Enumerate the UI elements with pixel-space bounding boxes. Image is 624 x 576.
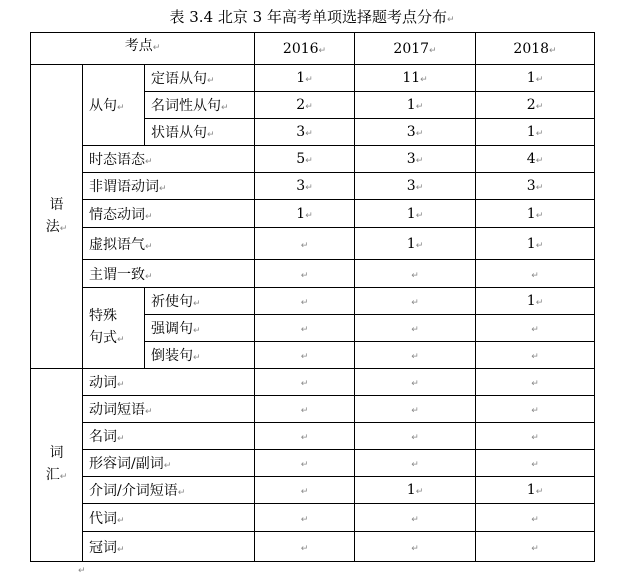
value-cell xyxy=(255,288,355,315)
value-cell xyxy=(255,396,355,423)
value-cell: 3 ↵ xyxy=(255,173,355,200)
value-cell xyxy=(355,450,476,477)
header-topic: 考点 ↵ xyxy=(31,33,255,65)
table-row xyxy=(31,423,595,450)
value-cell xyxy=(355,369,476,396)
value-cell xyxy=(255,369,355,396)
header-row xyxy=(31,33,595,65)
value-cell: 1 ↵ xyxy=(355,228,476,260)
value-cell: 2 ↵ xyxy=(255,92,355,119)
value-cell xyxy=(476,504,595,532)
value-cell: 1 ↵ xyxy=(476,477,595,504)
exam-topic-table xyxy=(30,32,595,562)
topic-name: 冠词 ↵ xyxy=(83,532,255,562)
header-year: 2018 ↵ xyxy=(476,33,595,65)
value-cell: 1 ↵ xyxy=(476,288,595,315)
header-year: 2017 ↵ xyxy=(355,33,476,65)
topic-name: 状语从句 ↵ xyxy=(145,119,255,146)
value-cell xyxy=(476,369,595,396)
value-cell: 1 ↵ xyxy=(476,200,595,228)
topic-name: 动词短语 ↵ xyxy=(83,396,255,423)
value-cell xyxy=(355,423,476,450)
table-row xyxy=(31,396,595,423)
value-cell xyxy=(255,423,355,450)
value-cell: 3 ↵ xyxy=(355,146,476,173)
value-cell: 1 ↵ xyxy=(255,200,355,228)
topic-name: 动词 ↵ xyxy=(83,369,255,396)
value-cell xyxy=(355,532,476,562)
topic-name: 强调句 ↵ xyxy=(145,315,255,342)
table-caption: 表 3.4 北京 3 年高考单项选择题考点分布 ↵ xyxy=(0,6,624,27)
value-cell xyxy=(355,396,476,423)
table-row xyxy=(31,200,595,228)
value-cell: 1 ↵ xyxy=(476,228,595,260)
value-cell xyxy=(255,450,355,477)
value-cell: 5 ↵ xyxy=(255,146,355,173)
value-cell: 1 ↵ xyxy=(255,65,355,92)
table-row xyxy=(31,450,595,477)
table-row xyxy=(31,477,595,504)
vocab-group-label: 词 汇 ↵ xyxy=(31,369,83,562)
value-cell xyxy=(255,315,355,342)
value-cell: 11 ↵ xyxy=(355,65,476,92)
table-row xyxy=(31,173,595,200)
value-cell xyxy=(355,260,476,288)
topic-name: 主谓一致 ↵ xyxy=(83,260,255,288)
table-row xyxy=(31,65,595,92)
value-cell xyxy=(355,315,476,342)
value-cell xyxy=(255,228,355,260)
topic-name: 祈使句 ↵ xyxy=(145,288,255,315)
value-cell xyxy=(476,423,595,450)
value-cell xyxy=(255,342,355,369)
value-cell: 4 ↵ xyxy=(476,146,595,173)
value-cell xyxy=(255,504,355,532)
value-cell xyxy=(476,342,595,369)
value-cell xyxy=(355,288,476,315)
grammar-group-label: 语 法 ↵ xyxy=(31,65,83,369)
header-year: 2016 ↵ xyxy=(255,33,355,65)
table-row xyxy=(31,369,595,396)
value-cell: 1 ↵ xyxy=(355,92,476,119)
topic-name: 虚拟语气 ↵ xyxy=(83,228,255,260)
table-row xyxy=(31,228,595,260)
topic-name: 代词 ↵ xyxy=(83,504,255,532)
value-cell: 1 ↵ xyxy=(476,119,595,146)
value-cell xyxy=(476,532,595,562)
topic-name: 名词性从句 ↵ xyxy=(145,92,255,119)
value-cell: 2 ↵ xyxy=(476,92,595,119)
topic-name: 非谓语动词 ↵ xyxy=(83,173,255,200)
table-row xyxy=(31,288,595,315)
value-cell: 3 ↵ xyxy=(476,173,595,200)
value-cell xyxy=(355,504,476,532)
topic-name: 名词 ↵ xyxy=(83,423,255,450)
value-cell xyxy=(476,396,595,423)
value-cell xyxy=(476,315,595,342)
clause-group-label: 从句 ↵ xyxy=(83,65,145,146)
value-cell xyxy=(476,450,595,477)
value-cell xyxy=(255,477,355,504)
value-cell: 1 ↵ xyxy=(355,477,476,504)
value-cell: 3 ↵ xyxy=(355,119,476,146)
special-group-label: 特殊 句式 ↵ xyxy=(83,288,145,369)
value-cell xyxy=(476,260,595,288)
value-cell: 1 ↵ xyxy=(355,200,476,228)
table-row xyxy=(31,532,595,562)
topic-name: 定语从句 ↵ xyxy=(145,65,255,92)
table-row xyxy=(31,146,595,173)
topic-name: 形容词/副词 ↵ xyxy=(83,450,255,477)
value-cell xyxy=(255,260,355,288)
value-cell: 3 ↵ xyxy=(255,119,355,146)
topic-name: 情态动词 ↵ xyxy=(83,200,255,228)
topic-name: 介词/介词短语 ↵ xyxy=(83,477,255,504)
table-row xyxy=(31,260,595,288)
table-row xyxy=(31,504,595,532)
value-cell: 1 ↵ xyxy=(476,65,595,92)
topic-name: 倒装句 ↵ xyxy=(145,342,255,369)
value-cell: 3 ↵ xyxy=(355,173,476,200)
value-cell xyxy=(255,532,355,562)
value-cell xyxy=(355,342,476,369)
topic-name: 时态语态 ↵ xyxy=(83,146,255,173)
